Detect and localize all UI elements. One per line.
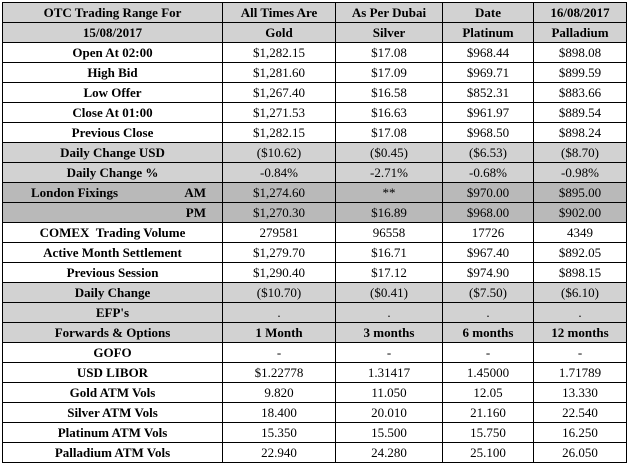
cell-silver: 15.500 xyxy=(336,423,443,443)
table-row xyxy=(3,423,627,443)
table-row xyxy=(3,183,627,203)
row-label: COMEX Trading Volume xyxy=(3,223,223,243)
cell-gold: $1,270.30 xyxy=(223,203,336,223)
pm-label: PM xyxy=(185,204,206,220)
cell-platinum: $967.40 xyxy=(443,243,534,263)
cell-silver: $17.08 xyxy=(336,123,443,143)
table-row xyxy=(3,63,627,83)
cell-palladium: $902.00 xyxy=(534,203,627,223)
cell-gold: 22.940 xyxy=(223,443,336,463)
cell-gold: . xyxy=(223,303,336,323)
row-label xyxy=(3,203,223,223)
cell-palladium: 4349 xyxy=(534,223,627,243)
cell-gold: $1,290.40 xyxy=(223,263,336,283)
row-label: Close At 01:00 xyxy=(3,103,223,123)
cell-gold: $1,282.15 xyxy=(223,43,336,63)
cell-gold: $1,274.60 xyxy=(223,183,336,203)
cell-platinum: $968.44 xyxy=(443,43,534,63)
cell-silver: . xyxy=(336,303,443,323)
cell-silver: 3 months xyxy=(336,323,443,343)
cell-platinum: 21.160 xyxy=(443,403,534,423)
header-range-date: 15/08/2017 xyxy=(3,23,223,43)
cell-palladium: $899.59 xyxy=(534,63,627,83)
row-label: Daily Change % xyxy=(3,163,223,183)
table-row xyxy=(3,123,627,143)
cell-gold: $1,271.53 xyxy=(223,103,336,123)
row-label: Daily Change xyxy=(3,283,223,303)
header-gold: Gold xyxy=(223,23,336,43)
cell-gold: 9.820 xyxy=(223,383,336,403)
table-row xyxy=(3,223,627,243)
header-palladium: Palladium xyxy=(534,23,627,43)
cell-gold: ($10.62) xyxy=(223,143,336,163)
cell-platinum: $974.90 xyxy=(443,263,534,283)
row-label: Previous Close xyxy=(3,123,223,143)
table-row xyxy=(3,383,627,403)
cell-platinum: 15.750 xyxy=(443,423,534,443)
cell-palladium: 26.050 xyxy=(534,443,627,463)
cell-silver: - xyxy=(336,343,443,363)
row-label: High Bid xyxy=(3,63,223,83)
row-label: Forwards & Options xyxy=(3,323,223,343)
cell-palladium: 13.330 xyxy=(534,383,627,403)
table-row xyxy=(3,83,627,103)
row-label: Palladium ATM Vols xyxy=(3,443,223,463)
row-label: Daily Change USD xyxy=(3,143,223,163)
row-label: EFP's xyxy=(3,303,223,323)
cell-gold: $1,281.60 xyxy=(223,63,336,83)
header-date-label: Date xyxy=(443,3,534,23)
table-row xyxy=(3,343,627,363)
cell-silver: $16.58 xyxy=(336,83,443,103)
table-row xyxy=(3,163,627,183)
header-silver: Silver xyxy=(336,23,443,43)
table-row xyxy=(3,243,627,263)
row-label xyxy=(3,183,223,203)
cell-silver: ($0.45) xyxy=(336,143,443,163)
cell-silver: $16.71 xyxy=(336,243,443,263)
table-row xyxy=(3,103,627,123)
cell-gold: -0.84% xyxy=(223,163,336,183)
cell-platinum: 1.45000 xyxy=(443,363,534,383)
cell-platinum: $969.71 xyxy=(443,63,534,83)
cell-platinum: 25.100 xyxy=(443,443,534,463)
cell-platinum: $852.31 xyxy=(443,83,534,103)
header-all-times: All Times Are xyxy=(223,3,336,23)
cell-gold: 18.400 xyxy=(223,403,336,423)
row-label: Platinum ATM Vols xyxy=(3,423,223,443)
cell-gold: - xyxy=(223,343,336,363)
cell-silver: 1.31417 xyxy=(336,363,443,383)
cell-platinum: 6 months xyxy=(443,323,534,343)
cell-silver: ($0.41) xyxy=(336,283,443,303)
cell-palladium: $895.00 xyxy=(534,183,627,203)
cell-silver: $16.63 xyxy=(336,103,443,123)
table-row xyxy=(3,203,627,223)
cell-platinum: $961.97 xyxy=(443,103,534,123)
cell-platinum: $970.00 xyxy=(443,183,534,203)
cell-platinum: 12.05 xyxy=(443,383,534,403)
otc-trading-range-table xyxy=(2,2,627,463)
cell-platinum: -0.68% xyxy=(443,163,534,183)
cell-palladium: $898.08 xyxy=(534,43,627,63)
cell-silver: -2.71% xyxy=(336,163,443,183)
row-label: Open At 02:00 xyxy=(3,43,223,63)
cell-silver: 96558 xyxy=(336,223,443,243)
cell-palladium: -0.98% xyxy=(534,163,627,183)
header-date-value: 16/08/2017 xyxy=(534,3,627,23)
cell-gold: 15.350 xyxy=(223,423,336,443)
table-row xyxy=(3,43,627,63)
cell-gold: $1,282.15 xyxy=(223,123,336,143)
table-row xyxy=(3,283,627,303)
cell-palladium: 16.250 xyxy=(534,423,627,443)
header-row-2 xyxy=(3,23,627,43)
cell-gold: $1,267.40 xyxy=(223,83,336,103)
row-label: Gold ATM Vols xyxy=(3,383,223,403)
header-per-dubai: As Per Dubai xyxy=(336,3,443,23)
cell-palladium: 22.540 xyxy=(534,403,627,423)
cell-platinum: $968.00 xyxy=(443,203,534,223)
table-row xyxy=(3,443,627,463)
cell-gold: $1.22778 xyxy=(223,363,336,383)
header-row-1 xyxy=(3,3,627,23)
am-label: AM xyxy=(184,184,206,200)
cell-silver: 20.010 xyxy=(336,403,443,423)
table-row xyxy=(3,363,627,383)
cell-silver: $17.08 xyxy=(336,43,443,63)
row-label: Low Offer xyxy=(3,83,223,103)
row-label: Active Month Settlement xyxy=(3,243,223,263)
cell-platinum: ($7.50) xyxy=(443,283,534,303)
table-row xyxy=(3,303,627,323)
london-fixings-label: London Fixings xyxy=(31,184,119,200)
cell-gold: ($10.70) xyxy=(223,283,336,303)
cell-palladium: 1.71789 xyxy=(534,363,627,383)
cell-gold: 279581 xyxy=(223,223,336,243)
cell-palladium: 12 months xyxy=(534,323,627,343)
table-row xyxy=(3,263,627,283)
cell-palladium: ($6.10) xyxy=(534,283,627,303)
table-row xyxy=(3,323,627,343)
table-row xyxy=(3,403,627,423)
table-row xyxy=(3,143,627,163)
cell-silver: ** xyxy=(336,183,443,203)
cell-palladium: ($8.70) xyxy=(534,143,627,163)
cell-platinum: . xyxy=(443,303,534,323)
cell-palladium: $883.66 xyxy=(534,83,627,103)
cell-silver: $17.12 xyxy=(336,263,443,283)
cell-palladium: . xyxy=(534,303,627,323)
cell-palladium: $898.24 xyxy=(534,123,627,143)
cell-palladium: $889.54 xyxy=(534,103,627,123)
cell-silver: 11.050 xyxy=(336,383,443,403)
cell-palladium: $892.05 xyxy=(534,243,627,263)
cell-platinum: - xyxy=(443,343,534,363)
cell-gold: $1,279.70 xyxy=(223,243,336,263)
cell-silver: $16.89 xyxy=(336,203,443,223)
header-title: OTC Trading Range For xyxy=(3,3,223,23)
row-label: USD LIBOR xyxy=(3,363,223,383)
row-label: GOFO xyxy=(3,343,223,363)
cell-palladium: - xyxy=(534,343,627,363)
cell-gold: 1 Month xyxy=(223,323,336,343)
cell-silver: $17.09 xyxy=(336,63,443,83)
cell-platinum: $968.50 xyxy=(443,123,534,143)
row-label: Previous Session xyxy=(3,263,223,283)
header-platinum: Platinum xyxy=(443,23,534,43)
row-label: Silver ATM Vols xyxy=(3,403,223,423)
cell-platinum: 17726 xyxy=(443,223,534,243)
cell-palladium: $898.15 xyxy=(534,263,627,283)
cell-platinum: ($6.53) xyxy=(443,143,534,163)
cell-silver: 24.280 xyxy=(336,443,443,463)
